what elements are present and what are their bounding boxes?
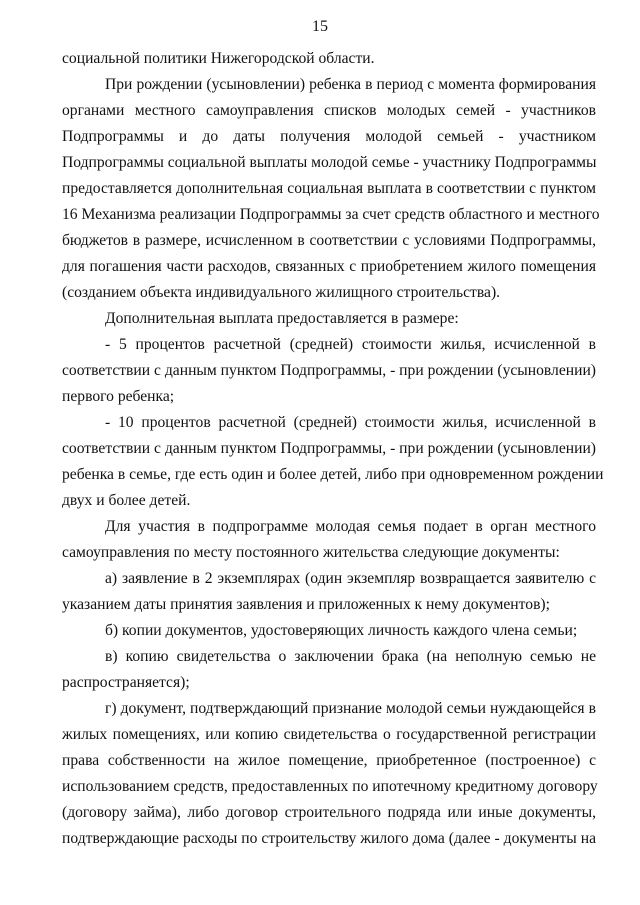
text-line: жилых помещениях, или копию свидетельства о государственной регистрации bbox=[62, 726, 596, 743]
text-line: соответствии с данным пунктом Подпрограммы, - при рождении (усыновлении) bbox=[62, 440, 596, 457]
text-line: При рождении (усыновлении) ребенка в период с момента формирования bbox=[105, 76, 596, 93]
document-body bbox=[62, 46, 604, 852]
text-line: указанием даты принятия заявления и приложенных к нему документов); bbox=[62, 596, 550, 613]
text-line: в) копию свидетельства о заключении брака (на неполную семью не bbox=[105, 648, 596, 665]
page-number: 15 bbox=[312, 18, 328, 35]
text-line: предоставляется дополнительная социальная выплата в соответствии с пунктом bbox=[62, 180, 596, 197]
text-line: самоуправления по месту постоянного жительства следующие документы: bbox=[62, 544, 560, 561]
text-line: Подпрограммы социальной выплаты молодой семье - участнику Подпрограммы bbox=[62, 154, 597, 171]
text-line: - 10 процентов расчетной (средней) стоимости жилья, исчисленной в bbox=[105, 414, 596, 431]
text-line: для погашения части расходов, связанных с приобретением жилого помещения bbox=[62, 258, 596, 275]
text-line: г) документ, подтверждающий признание молодой семьи нуждающейся в bbox=[105, 700, 596, 717]
text-line: б) копии документов, удостоверяющих личность каждого члена семьи; bbox=[105, 622, 578, 639]
text-line: двух и более детей. bbox=[62, 492, 191, 509]
text-line: а) заявление в 2 экземплярах (один экземпляр возвращается заявителю с bbox=[105, 570, 596, 587]
text-line: ребенка в семье, где есть один и более детей, либо при одновременном рождении bbox=[62, 466, 604, 483]
text-line: - 5 процентов расчетной (средней) стоимости жилья, исчисленной в bbox=[105, 336, 596, 353]
text-line: бюджетов в размере, исчисленном в соответствии с условиями Подпрограммы, bbox=[62, 232, 596, 249]
text-line: первого ребенка; bbox=[62, 388, 175, 405]
text-line: соответствии с данным пунктом Подпрограммы, - при рождении (усыновлении) bbox=[62, 362, 596, 379]
text-line: распространяется); bbox=[62, 674, 190, 691]
text-line: органами местного самоуправления списков молодых семей - участников bbox=[62, 102, 596, 119]
text-line: Подпрограммы и до даты получения молодой семьей - участником bbox=[62, 128, 596, 145]
text-line: социальной политики Нижегородской области. bbox=[62, 50, 375, 67]
text-line: (созданием объекта индивидуального жилищного строительства). bbox=[62, 284, 501, 301]
text-line: (договору займа), либо договор строительного подряда или иные документы, bbox=[62, 804, 596, 821]
text-line: 16 Механизма реализации Подпрограммы за счет средств областного и местного bbox=[62, 206, 600, 223]
text-line: Дополнительная выплата предоставляется в размере: bbox=[105, 310, 459, 327]
text-line: использованием средств, предоставленных по ипотечному кредитному договору bbox=[62, 778, 598, 795]
text-line: Для участия в подпрограмме молодая семья подает в орган местного bbox=[105, 518, 596, 535]
text-line: права собственности на жилое помещение, приобретенное (построенное) с bbox=[62, 752, 596, 769]
text-line: подтверждающие расходы по строительству жилого дома (далее - документы на bbox=[62, 830, 596, 847]
